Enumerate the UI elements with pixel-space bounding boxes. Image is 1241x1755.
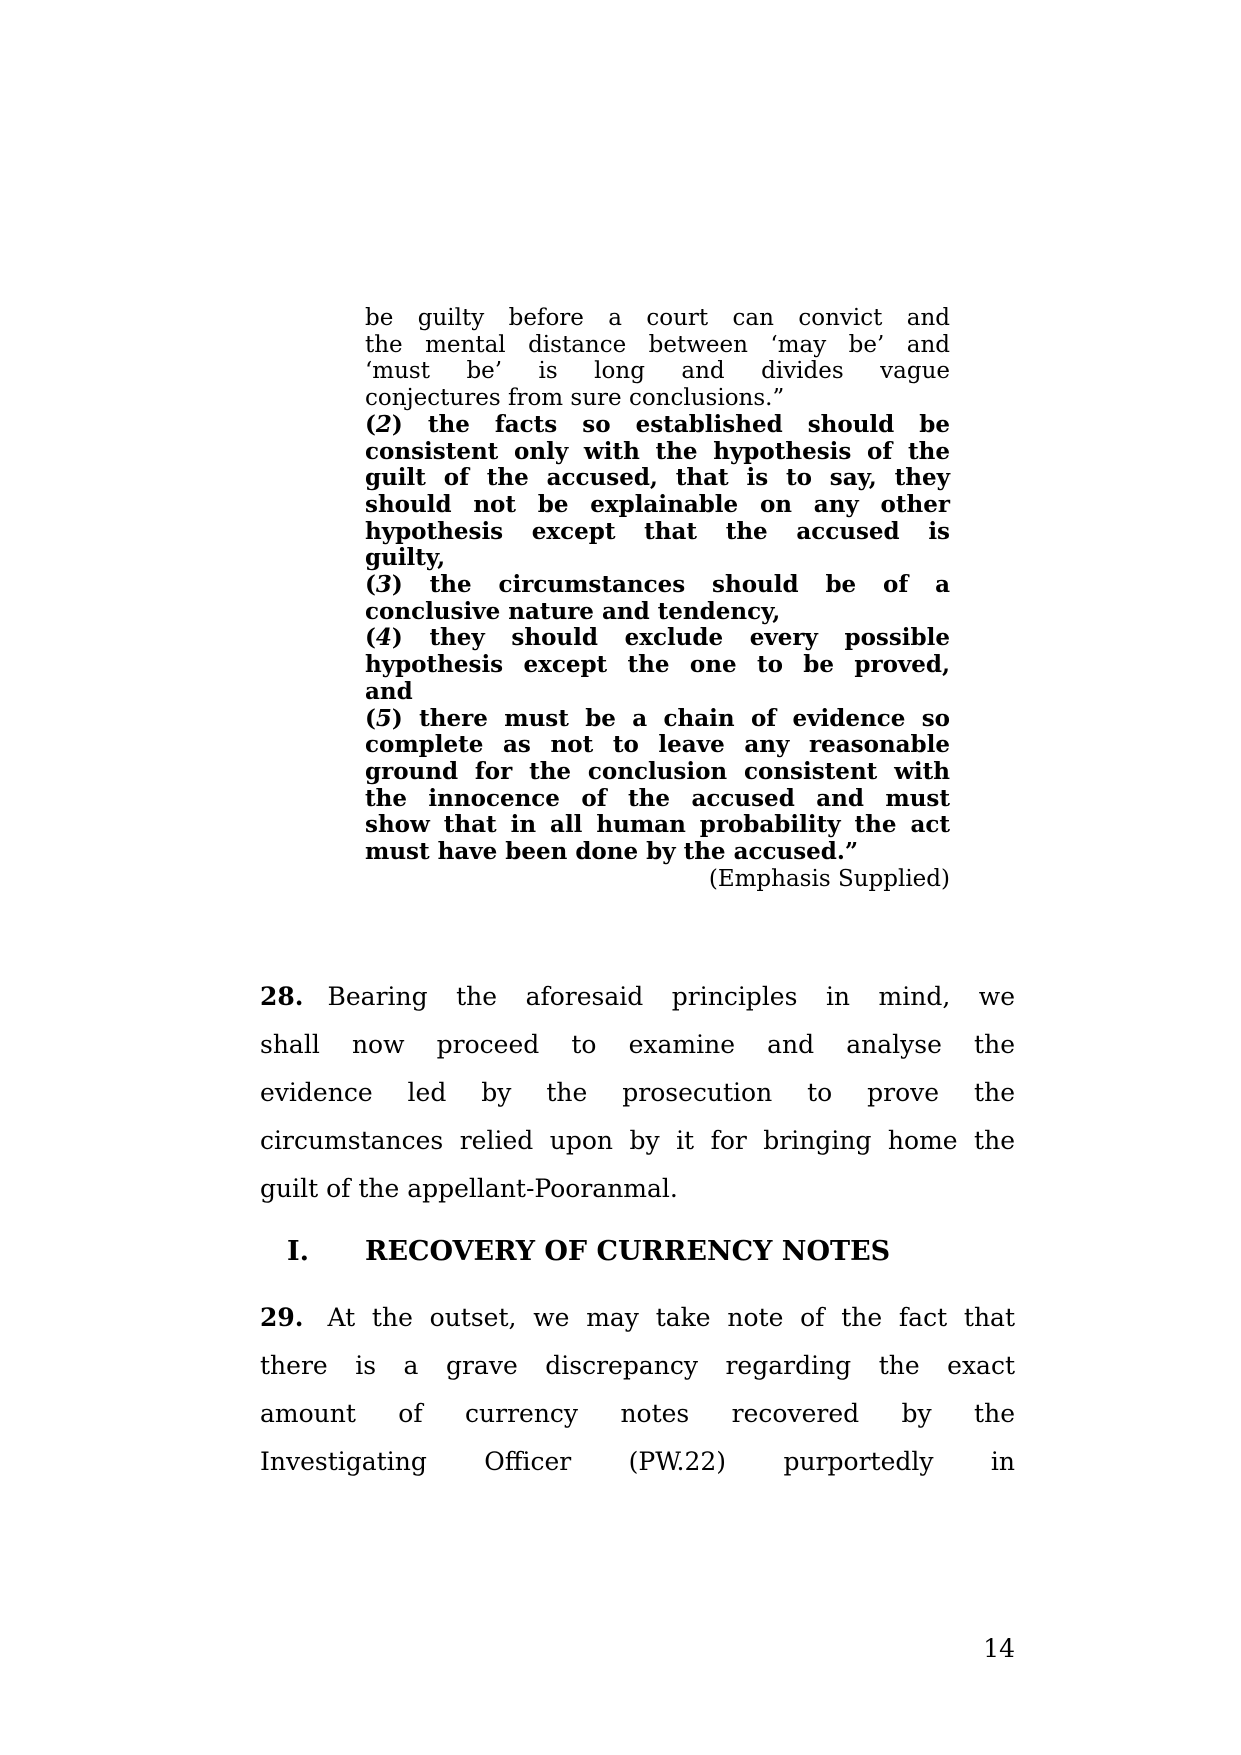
- quote-line: complete as not to leave any reasonable: [365, 731, 950, 759]
- paragraph-line: 29. At the outset, we may take note of the fact that: [260, 1303, 1015, 1333]
- quote-line: show that in all human probability the act: [365, 811, 950, 839]
- paragraph-line: guilt of the appellant-Pooranmal.: [260, 1174, 678, 1204]
- item-2-marker: (2): [365, 410, 403, 438]
- paragraph-28: [260, 973, 1015, 1213]
- paragraph-line: amount of currency notes recovered by the: [260, 1399, 1015, 1429]
- paragraph-number: 29.: [260, 1303, 304, 1333]
- quote-line: the mental distance between ‘may be’ and: [365, 331, 950, 358]
- emphasis-note: (Emphasis Supplied): [708, 865, 950, 892]
- quote-line: guilt of the accused, that is to say, they: [365, 464, 950, 492]
- paragraph-line: there is a grave discrepancy regarding the exact: [260, 1351, 1015, 1381]
- quote-line: conclusive nature and tendency,: [365, 597, 781, 625]
- quote-line: the innocence of the accused and must: [365, 784, 950, 812]
- quote-line: guilty,: [365, 544, 446, 572]
- quote-line: conjectures from sure conclusions.”: [365, 385, 785, 412]
- paragraph-line: 28. Bearing the aforesaid principles in mind, we: [260, 982, 1015, 1012]
- quote-line: should not be explainable on any other: [365, 490, 950, 518]
- section-title: RECOVERY OF CURRENCY NOTES: [365, 1236, 891, 1268]
- quote-item-5-line: (5) there must be a chain of evidence so: [365, 704, 950, 732]
- quote-line: ground for the conclusion consistent with: [365, 757, 950, 785]
- paragraph-line: evidence led by the prosecution to prove the: [260, 1078, 1015, 1108]
- item-5-marker: (5): [365, 704, 403, 732]
- quote-line: ‘must be’ is long and divides vague: [365, 358, 950, 385]
- item-4-marker: (4): [365, 624, 403, 652]
- quote-line: and: [365, 677, 413, 705]
- paragraph-number: 28.: [260, 982, 304, 1012]
- quote-line: consistent only with the hypothesis of the: [365, 437, 950, 465]
- quote-item-4-line: (4) they should exclude every possible: [365, 624, 950, 652]
- paragraph-line: Investigating Officer (PW.22) purportedly in: [260, 1447, 1015, 1477]
- item-3-marker: (3): [365, 571, 403, 599]
- paragraph-29: [260, 1294, 1015, 1486]
- quote-line: be guilty before a court can convict and: [365, 305, 950, 331]
- page-number: 14: [983, 1634, 1015, 1664]
- quote-line: hypothesis except the one to be proved,: [365, 651, 950, 679]
- paragraph-line: circumstances relied upon by it for bringing home the: [260, 1126, 1015, 1156]
- block-quote: [365, 305, 950, 892]
- quote-line: hypothesis except that the accused is: [365, 517, 950, 545]
- quote-item-3-line: (3) the circumstances should be of a: [365, 571, 950, 599]
- quote-line: must have been done by the accused.”: [365, 838, 859, 866]
- section-number: I.: [287, 1236, 310, 1268]
- quote-item-2-line: (2) the facts so established should be: [365, 410, 950, 438]
- paragraph-line: shall now proceed to examine and analyse the: [260, 1030, 1015, 1060]
- section-heading: [260, 1228, 1015, 1276]
